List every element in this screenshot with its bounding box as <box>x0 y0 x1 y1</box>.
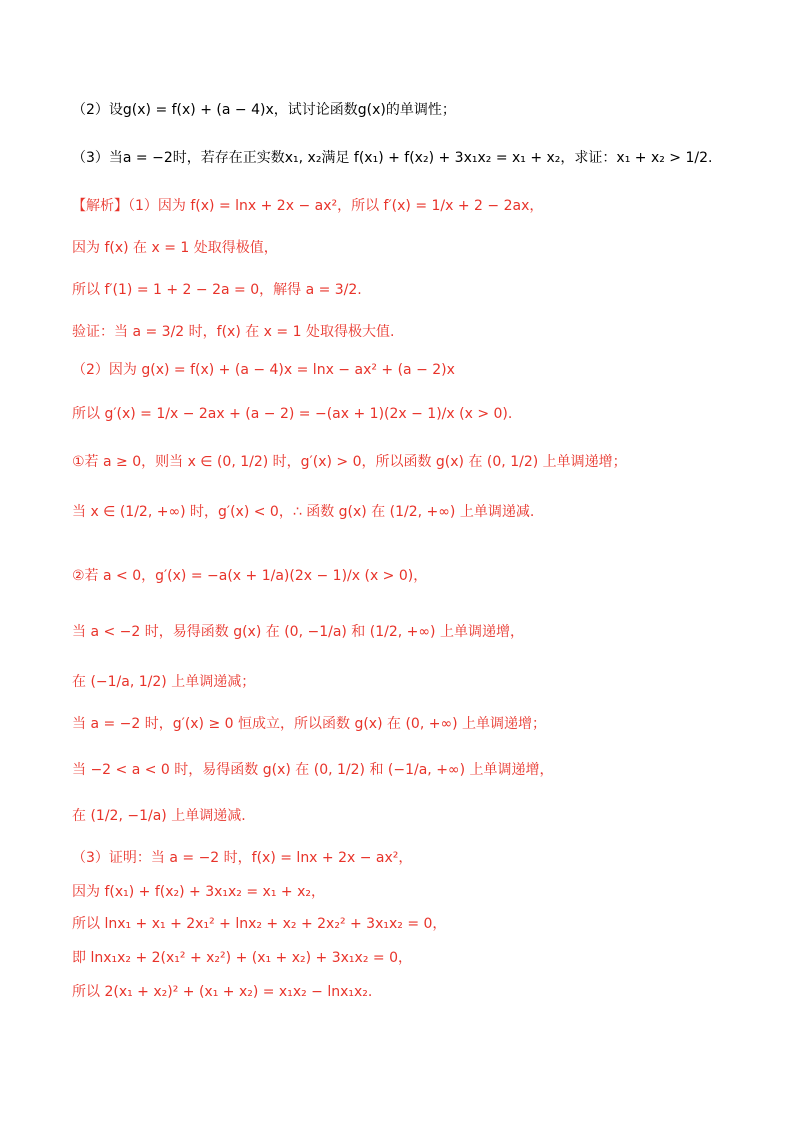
solution-part-3-line-3: 所以 lnx₁ + x₁ + 2x₁² + lnx₂ + x₂ + 2x₂² + 3x₁x₂ = 0， <box>72 916 447 932</box>
solution-case-2-line-5: 当 −2 < a < 0 时，易得函数 g(x) 在 (0, 1/2) 和 (−1/a, +∞) 上单调递增， <box>72 762 554 778</box>
solution-case-1-line-1: ①若 a ≥ 0，则当 x ∈ (0, 1/2) 时，g′(x) > 0，所以函数 g(x) 在 (0, 1/2) 上单调递增； <box>72 454 627 470</box>
solution-case-2-line-6: 在 (1/2, −1/a) 上单调递减. <box>72 808 246 824</box>
solution-case-2-line-4: 当 a = −2 时，g′(x) ≥ 0 恒成立，所以函数 g(x) 在 (0, +∞) 上单调递增； <box>72 716 547 732</box>
solution-case-2-line-2: 当 a < −2 时，易得函数 g(x) 在 (0, −1/a) 和 (1/2, +∞) 上单调递增， <box>72 624 524 640</box>
solution-part-2-line-1: （2）因为 g(x) = f(x) + (a − 4)x = lnx − ax² + (a − 2)x <box>72 362 455 378</box>
solution-part-3-line-4: 即 lnx₁x₂ + 2(x₁² + x₂²) + (x₁ + x₂) + 3x₁x₂ = 0， <box>72 950 412 966</box>
solution-case-2-line-1: ②若 a < 0，g′(x) = −a(x + 1/a)(2x − 1)/x (x > 0)， <box>72 568 428 584</box>
solution-case-2-line-3: 在 (−1/a, 1/2) 上单调递减； <box>72 674 256 690</box>
solution-part-1-line-4: 验证：当 a = 3/2 时，f(x) 在 x = 1 处取得极大值. <box>72 324 395 340</box>
solution-part-3-line-1: （3）证明：当 a = −2 时，f(x) = lnx + 2x − ax²， <box>72 850 413 866</box>
solution-case-1-line-2: 当 x ∈ (1/2, +∞) 时，g′(x) < 0，∴ 函数 g(x) 在 (1/2, +∞) 上单调递减. <box>72 504 535 520</box>
solution-part-2-line-2: 所以 g′(x) = 1/x − 2ax + (a − 2) = −(ax + 1)(2x − 1)/x (x > 0). <box>72 406 513 422</box>
solution-part-1-line-2: 因为 f(x) 在 x = 1 处取得极值， <box>72 240 278 256</box>
question-3-line: （3）当a = −2时，若存在正实数x₁, x₂满足 f(x₁) + f(x₂) + 3x₁x₂ = x₁ + x₂，求证：x₁ + x₂ > 1/2. <box>72 150 713 166</box>
question-2-line: （2）设g(x) = f(x) + (a − 4)x，试讨论函数g(x)的单调性； <box>72 102 456 118</box>
solution-part-1-line-1: 【解析】（1）因为 f(x) = lnx + 2x − ax²，所以 f′(x) = 1/x + 2 − 2ax， <box>72 198 544 214</box>
solution-part-3-line-2: 因为 f(x₁) + f(x₂) + 3x₁x₂ = x₁ + x₂， <box>72 884 325 900</box>
solution-part-1-line-3: 所以 f′(1) = 1 + 2 − 2a = 0，解得 a = 3/2. <box>72 282 362 298</box>
solution-part-3-line-5: 所以 2(x₁ + x₂)² + (x₁ + x₂) = x₁x₂ − lnx₁x₂. <box>72 984 373 1000</box>
